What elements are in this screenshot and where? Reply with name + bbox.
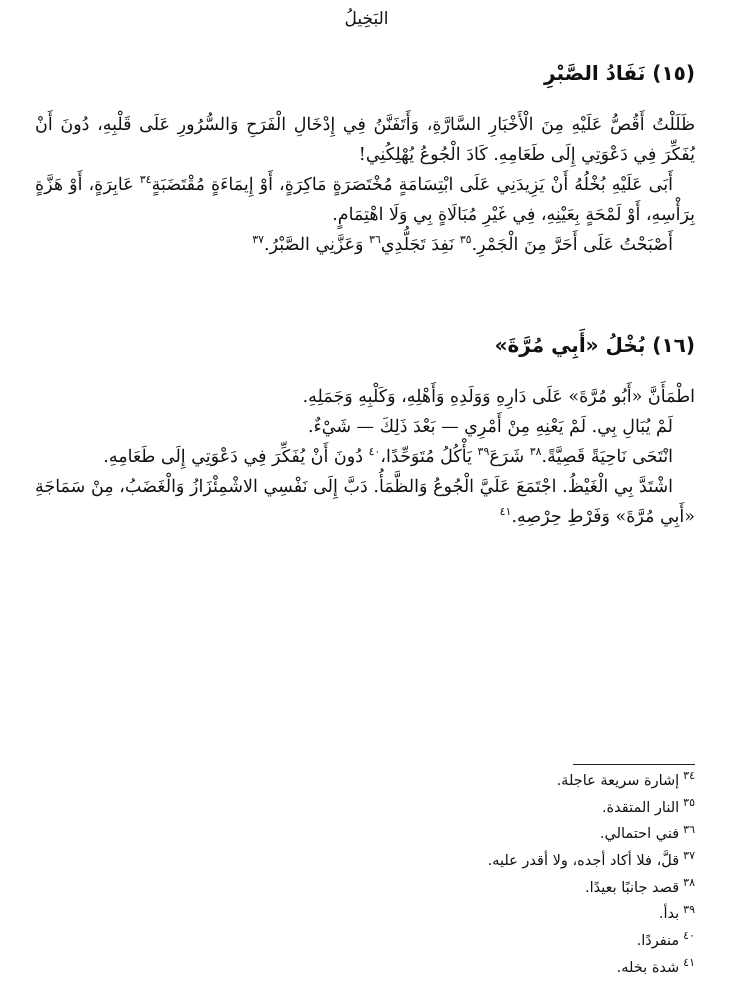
footnote-ref[interactable]: ٣٩	[477, 445, 490, 459]
footnote-text: منفردًا.	[636, 933, 680, 950]
footnote-ref[interactable]: ٣٦	[369, 233, 381, 247]
footnote-number: ٣٥	[683, 795, 695, 809]
paragraph	[35, 472, 695, 532]
footnote-item	[35, 928, 695, 955]
footnote-divider	[573, 764, 695, 765]
footnote-text: إشارة سريعة عاجلة.	[556, 773, 680, 789]
section-body	[35, 382, 695, 532]
paragraph	[35, 170, 695, 230]
footnote-item	[35, 875, 695, 902]
footnote-item	[35, 848, 695, 875]
paragraph-text: دُونَ أَنْ يُفَكِّرَ فِي دَعْوَتِي إِلَى طَعَامِهِ.	[103, 447, 369, 467]
footnote-ref[interactable]: ٤٠	[368, 445, 381, 459]
paragraph-text: شَرَعَ	[489, 447, 530, 467]
footnote-text: قصد جانبًا بعيدًا.	[584, 879, 680, 896]
footnote-item	[35, 768, 695, 795]
footnote-ref[interactable]: ٣٧	[252, 233, 265, 247]
paragraph-text: وَعَزَّنِي الصَّبْرُ.	[264, 235, 370, 255]
footnote-text: قلَّ، فلا أكاد أجده، ولا أقدر عليه.	[487, 853, 680, 870]
footnote-ref[interactable]: ٣٨	[529, 445, 542, 459]
paragraph-text: يَأْكُلُ مُتَوَحِّدًا،	[380, 447, 478, 467]
section-title: (١٥) نَفَادُ الصَّبْرِ	[544, 61, 695, 85]
paragraph-text: نَفِدَ تَجَلُّدِي	[380, 235, 460, 255]
paragraph-text: اطْمَأَنَّ «أَبُو مُرَّةَ» عَلَى دَارِهِ وَوَلَدِهِ وَأَهْلِهِ، وَكَلْبِهِ وَجَمَلِهِ.	[302, 387, 695, 407]
footnote-ref[interactable]: ٤١	[499, 505, 512, 519]
footnote-ref[interactable]: ٣٥	[459, 233, 472, 247]
paragraph	[35, 382, 695, 412]
footnote-number: ٤١	[683, 955, 695, 969]
section-body	[35, 110, 695, 260]
footnote-item	[35, 795, 695, 822]
section-title: (١٦) بُخْلُ «أَبِي مُرَّةَ»	[494, 333, 695, 357]
paragraph-text: انْتَحَى نَاحِيَةً قَصِيَّةً.	[541, 447, 673, 467]
footnote-item	[35, 955, 695, 982]
paragraph	[35, 110, 695, 170]
footnote-text: النار المتقدة.	[601, 799, 680, 816]
footnote-number: ٣٩	[683, 902, 695, 916]
footnote-number: ٣٦	[683, 822, 695, 836]
paragraph-text: أَصْبَحْتُ عَلَى أَحَرَّ مِنَ الْجَمْرِ.	[471, 235, 673, 255]
footnote-ref[interactable]: ٣٤	[139, 173, 152, 187]
paragraph-text: أَبَى عَلَيْهِ بُخْلُهُ أَنْ يَزِيدَنِي عَلَى ابْتِسَامَةٍ مُخْتَصَرَةٍ مَاكِرَةٍ، أَوْ إِيمَاءَةٍ مُقْتَضَبَةٍ	[151, 175, 673, 195]
footnote-text: شدة بخله.	[616, 959, 680, 976]
paragraph	[35, 412, 695, 442]
paragraph	[35, 442, 695, 472]
footnotes	[35, 768, 695, 982]
footnote-number: ٤٠	[683, 929, 695, 943]
footnote-number: ٣٤	[683, 769, 695, 783]
paragraph-text: اشْتَدَّ بِي الْغَيْظُ. اجْتَمَعَ عَلَيَّ الْجُوعُ وَالظَّمَأُ. دَبَّ إِلَى نَفْسِي الاشْمِئْزَازُ وَالْغَضَبُ، مِنْ سَمَاجَةِ «أَبِي مُرَّةَ» وَفَرْطِ حِرْصِهِ.	[35, 477, 695, 527]
footnote-number: ٣٧	[683, 849, 695, 863]
section-16	[35, 330, 695, 532]
running-head: البَخِيلُ	[344, 9, 389, 29]
footnote-text: بدأ.	[658, 906, 680, 923]
paragraph-text: عَابِرَةٍ، أَوْ هَزَّةٍ بِرَأْسِهِ، أَوْ لَمْحَةٍ بِعَيْنِهِ، فِي غَيْرِ مُبَالَاةٍ بِي وَلَا اهْتِمَامٍ.	[35, 175, 695, 225]
paragraph-text: لَمْ يُبَالِ بِي. لَمْ يَعْنِهِ مِنْ أَمْرِي — بَعْدَ ذَلِكَ — شَيْءٌ.	[307, 417, 673, 437]
footnote-text: فني احتمالي.	[599, 826, 680, 843]
paragraph-text: ظَلَلْتُ أَقُصُّ عَلَيْهِ مِنَ الْأَخْبَارِ السَّارَّةِ، وَأَتَفَنَّنُ فِي إِدْخَالِ الْفَرَحِ وَالسُّرُورِ عَلَى قَلْبِهِ، دُونَ أَنْ يُفَكِّرَ فِي دَعْوَتِي إِلَى طَعَامِهِ. كَادَ الْجُوعُ يُهْلِكُنِي!	[35, 115, 695, 165]
section-15	[35, 58, 695, 260]
paragraph	[35, 230, 695, 260]
footnote-item	[35, 821, 695, 848]
footnote-item	[35, 901, 695, 928]
footnote-number: ٣٨	[683, 875, 695, 889]
